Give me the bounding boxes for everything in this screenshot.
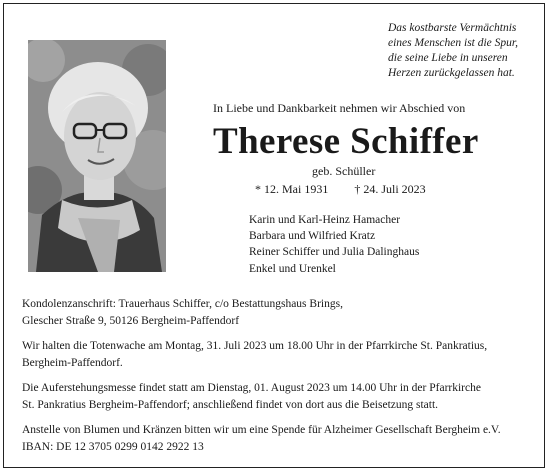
mourner-entry: Reiner Schiffer und Julia Dalinghaus [249, 246, 420, 259]
condolence-address [22, 296, 343, 329]
life-dates [255, 182, 426, 197]
paragraph-line: Die Auferstehungsmesse findet statt am Dienstag, 01. August 2023 um 14.00 Uhr in der Pfarrkirche [22, 382, 481, 394]
paragraph-line: Anstelle von Blumen und Kränzen bitten wir um eine Spende für Alzheimer Gesellschaft Bergheim e.V. [22, 424, 501, 436]
intro-text: In Liebe und Dankbarkeit nehmen wir Abschied von [213, 101, 466, 115]
quote-line: Herzen zurückgelassen hat. [388, 67, 515, 79]
birth-date: * 12. Mai 1931 [255, 182, 329, 196]
paragraph-line: Bergheim-Paffendorf. [22, 356, 123, 369]
deceased-name: Therese Schiffer [213, 121, 479, 162]
mourner-entry: Barbara und Wilfried Kratz [249, 230, 376, 243]
quote-line: die seine Liebe in unseren [388, 52, 508, 64]
paragraph-line: Kondolenzanschrift: Trauerhaus Schiffer, c/o Bestattungshaus Brings, [22, 298, 343, 310]
paragraph-line: IBAN: DE 12 3705 0299 0142 2922 13 [22, 440, 204, 453]
portrait-photo [28, 40, 166, 272]
wake-info [22, 338, 487, 371]
paragraph-line: St. Pankratius Bergheim-Paffendorf; anschließend findet von dort aus die Beisetzung statt. [22, 398, 439, 411]
mourner-entry: Karin und Karl-Heinz Hamacher [249, 214, 401, 226]
mourner-entry: Enkel und Urenkel [249, 262, 336, 275]
donation-info [22, 422, 501, 455]
paragraph-line: Wir halten die Totenwache am Montag, 31. Juli 2023 um 18.00 Uhr in der Pfarrkirche St. Pankratius, [22, 340, 488, 352]
memorial-quote [388, 21, 538, 81]
quote-line: Das kostbarste Vermächtnis [388, 22, 517, 34]
mourners-list [249, 212, 419, 277]
mass-info [22, 380, 481, 413]
quote-line: eines Menschen ist die Spur, [388, 37, 518, 49]
death-date: † 24. Juli 2023 [354, 182, 426, 196]
paragraph-line: Glescher Straße 9, 50126 Bergheim-Paffendorf [22, 314, 240, 327]
maiden-name: geb. Schüller [312, 164, 376, 178]
